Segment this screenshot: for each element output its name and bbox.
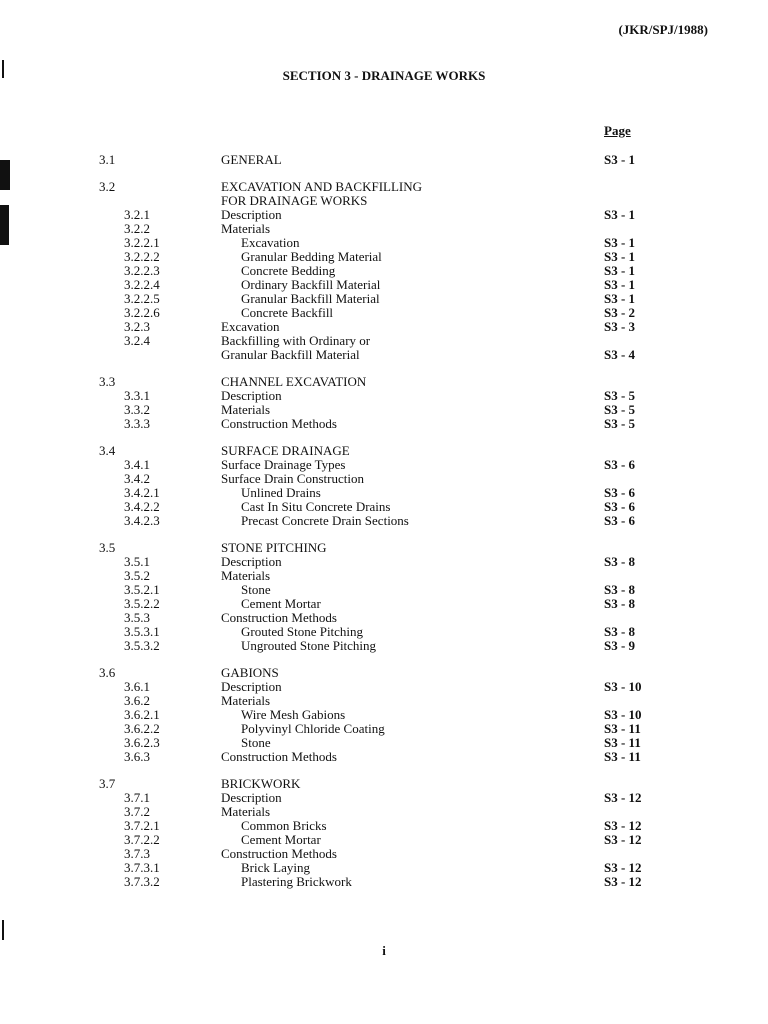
toc-row (0, 791, 768, 805)
toc-page-number: S3 - 1 (604, 235, 636, 250)
toc-title: Cement Mortar (241, 596, 321, 611)
toc-title: Wire Mesh Gabions (241, 707, 346, 722)
toc-title: Brick Laying (241, 860, 310, 875)
toc-row (0, 444, 768, 458)
scan-edge-mark (0, 205, 9, 245)
toc-number: 3.2.2.3 (124, 263, 160, 278)
toc-title: Description (221, 388, 282, 403)
toc-number: 3.4.2.3 (124, 513, 160, 528)
toc-row (0, 847, 768, 861)
toc-row (0, 348, 768, 362)
toc-title: Granular Backfill Material (241, 291, 380, 306)
table-of-contents (0, 148, 768, 889)
toc-title: EXCAVATION AND BACKFILLING (221, 179, 423, 194)
toc-row (0, 875, 768, 889)
toc-title: Common Bricks (241, 818, 327, 833)
toc-number: 3.7.2.2 (124, 832, 160, 847)
toc-row (0, 722, 768, 736)
toc-row (0, 597, 768, 611)
toc-title: Granular Bedding Material (241, 249, 382, 264)
toc-number: 3.6.2.1 (124, 707, 160, 722)
toc-title: Unlined Drains (241, 485, 321, 500)
toc-title: Description (221, 679, 282, 694)
toc-number: 3.2.2 (124, 221, 150, 236)
scan-edge-mark (0, 160, 10, 190)
toc-title: Materials (221, 221, 271, 236)
toc-row (0, 153, 768, 167)
toc-title: SURFACE DRAINAGE (221, 443, 350, 458)
toc-row (0, 750, 768, 764)
toc-row (0, 264, 768, 278)
toc-page-number: S3 - 8 (604, 554, 636, 569)
toc-number: 3.4.1 (124, 457, 150, 472)
toc-title: Precast Concrete Drain Sections (241, 513, 409, 528)
toc-row (0, 569, 768, 583)
toc-row (0, 541, 768, 555)
toc-number: 3.5.3 (124, 610, 150, 625)
toc-row (0, 334, 768, 348)
toc-page-number: S3 - 10 (604, 707, 642, 722)
toc-number: 3.5.2 (124, 568, 150, 583)
toc-row (0, 403, 768, 417)
toc-row (0, 194, 768, 208)
toc-title: Description (221, 790, 282, 805)
toc-title: Ordinary Backfill Material (241, 277, 381, 292)
toc-number: 3.5.1 (124, 554, 150, 569)
toc-title: FOR DRAINAGE WORKS (221, 193, 368, 208)
toc-number: 3.1 (99, 152, 116, 167)
toc-page-number: S3 - 5 (604, 388, 636, 403)
toc-row (0, 278, 768, 292)
document-reference: (JKR/SPJ/1988) (618, 22, 708, 37)
toc-row (0, 694, 768, 708)
toc-row (0, 514, 768, 528)
toc-number: 3.6 (99, 665, 116, 680)
toc-page-number: S3 - 6 (604, 513, 636, 528)
toc-row (0, 236, 768, 250)
toc-number: 3.4.2.2 (124, 499, 160, 514)
toc-page-number: S3 - 3 (604, 319, 636, 334)
toc-page-number: S3 - 11 (604, 721, 641, 736)
toc-number: 3.4 (99, 443, 116, 458)
toc-title: Construction Methods (221, 846, 337, 861)
toc-title: Cast In Situ Concrete Drains (241, 499, 391, 514)
toc-number: 3.7.2 (124, 804, 150, 819)
toc-page-number: S3 - 5 (604, 416, 636, 431)
toc-title: Cement Mortar (241, 832, 321, 847)
scan-edge-mark (2, 920, 4, 940)
toc-page-number: S3 - 5 (604, 402, 636, 417)
toc-number: 3.4.2.1 (124, 485, 160, 500)
toc-page-number: S3 - 1 (604, 249, 636, 264)
toc-title: Grouted Stone Pitching (241, 624, 364, 639)
toc-page-number: S3 - 10 (604, 679, 642, 694)
toc-number: 3.7.1 (124, 790, 150, 805)
toc-row (0, 222, 768, 236)
toc-row (0, 861, 768, 875)
toc-page-number: S3 - 1 (604, 152, 636, 167)
toc-number: 3.6.2 (124, 693, 150, 708)
toc-title: Construction Methods (221, 416, 337, 431)
toc-title: Concrete Backfill (241, 305, 334, 320)
toc-number: 3.2.2.2 (124, 249, 160, 264)
toc-page-number: S3 - 1 (604, 277, 636, 292)
toc-number: 3.2.4 (124, 333, 150, 348)
toc-title: Description (221, 554, 282, 569)
toc-row (0, 611, 768, 625)
toc-title: GENERAL (221, 152, 282, 167)
toc-title: Description (221, 207, 282, 222)
toc-number: 3.3 (99, 374, 116, 389)
toc-number: 3.2.2.4 (124, 277, 160, 292)
toc-page-number: S3 - 9 (604, 638, 636, 653)
toc-number: 3.6.2.2 (124, 721, 160, 736)
toc-row (0, 500, 768, 514)
toc-row (0, 208, 768, 222)
toc-title: Materials (221, 402, 271, 417)
toc-number: 3.5.3.2 (124, 638, 160, 653)
toc-number: 3.2.2.5 (124, 291, 160, 306)
toc-number: 3.7.2.1 (124, 818, 160, 833)
toc-row (0, 680, 768, 694)
toc-page-number: S3 - 11 (604, 749, 641, 764)
toc-title: Stone (241, 735, 271, 750)
toc-row (0, 180, 768, 194)
toc-title: Surface Drainage Types (221, 457, 346, 472)
toc-number: 3.6.1 (124, 679, 150, 694)
section-title: SECTION 3 - DRAINAGE WORKS (282, 68, 486, 83)
toc-page-number: S3 - 12 (604, 790, 642, 805)
toc-page-number: S3 - 2 (604, 305, 636, 320)
toc-row (0, 625, 768, 639)
scan-edge-mark (2, 60, 4, 78)
toc-row (0, 417, 768, 431)
toc-title: Stone (241, 582, 271, 597)
toc-row (0, 306, 768, 320)
toc-page-number: S3 - 6 (604, 499, 636, 514)
toc-number: 3.3.2 (124, 402, 150, 417)
toc-row (0, 736, 768, 750)
toc-title: Excavation (241, 235, 300, 250)
toc-title: Backfilling with Ordinary or (221, 333, 371, 348)
toc-title: Granular Backfill Material (221, 347, 360, 362)
toc-title: Construction Methods (221, 610, 337, 625)
toc-page-number: S3 - 4 (604, 347, 636, 362)
toc-number: 3.6.3 (124, 749, 150, 764)
toc-number: 3.7.3 (124, 846, 150, 861)
toc-page-number: S3 - 1 (604, 263, 636, 278)
toc-page-number: S3 - 6 (604, 485, 636, 500)
toc-page-number: S3 - 12 (604, 860, 642, 875)
toc-number: 3.5.3.1 (124, 624, 160, 639)
toc-number: 3.2.2.1 (124, 235, 160, 250)
page-folio: i (382, 943, 386, 958)
toc-title: GABIONS (221, 665, 279, 680)
toc-page-number: S3 - 8 (604, 596, 636, 611)
toc-number: 3.7.3.2 (124, 874, 160, 889)
toc-row (0, 389, 768, 403)
toc-row (0, 805, 768, 819)
toc-number: 3.2 (99, 179, 116, 194)
toc-page-number: S3 - 8 (604, 582, 636, 597)
toc-title: CHANNEL EXCAVATION (221, 374, 367, 389)
toc-row (0, 486, 768, 500)
toc-page-number: S3 - 12 (604, 832, 642, 847)
toc-title: BRICKWORK (221, 776, 301, 791)
toc-title: Ungrouted Stone Pitching (241, 638, 377, 653)
toc-title: STONE PITCHING (221, 540, 327, 555)
toc-title: Polyvinyl Chloride Coating (241, 721, 385, 736)
toc-title: Excavation (221, 319, 280, 334)
toc-number: 3.5.2.1 (124, 582, 160, 597)
toc-page-number: S3 - 12 (604, 818, 642, 833)
toc-number: 3.3.1 (124, 388, 150, 403)
toc-row (0, 819, 768, 833)
toc-number: 3.6.2.3 (124, 735, 160, 750)
toc-number: 3.3.3 (124, 416, 150, 431)
toc-row (0, 375, 768, 389)
toc-page-number: S3 - 11 (604, 735, 641, 750)
toc-number: 3.2.2.6 (124, 305, 160, 320)
toc-title: Concrete Bedding (241, 263, 336, 278)
toc-page-number: S3 - 6 (604, 457, 636, 472)
toc-title: Plastering Brickwork (241, 874, 352, 889)
toc-row (0, 472, 768, 486)
toc-row (0, 458, 768, 472)
toc-page-number: S3 - 12 (604, 874, 642, 889)
toc-row (0, 292, 768, 306)
toc-number: 3.2.1 (124, 207, 150, 222)
toc-page-number: S3 - 1 (604, 291, 636, 306)
toc-row (0, 833, 768, 847)
toc-row (0, 250, 768, 264)
toc-page-number: S3 - 1 (604, 207, 636, 222)
toc-number: 3.2.3 (124, 319, 150, 334)
toc-title: Surface Drain Construction (221, 471, 364, 486)
toc-title: Materials (221, 804, 271, 819)
toc-row (0, 708, 768, 722)
toc-row (0, 320, 768, 334)
toc-number: 3.5.2.2 (124, 596, 160, 611)
page-column-header: Page (604, 123, 631, 138)
toc-number: 3.7 (99, 776, 116, 791)
toc-title: Materials (221, 568, 271, 583)
toc-title: Materials (221, 693, 271, 708)
toc-page-number: S3 - 8 (604, 624, 636, 639)
toc-number: 3.5 (99, 540, 116, 555)
toc-title: Construction Methods (221, 749, 337, 764)
toc-row (0, 666, 768, 680)
toc-number: 3.7.3.1 (124, 860, 160, 875)
toc-number: 3.4.2 (124, 471, 150, 486)
toc-row (0, 583, 768, 597)
toc-row (0, 555, 768, 569)
toc-row (0, 777, 768, 791)
toc-row (0, 639, 768, 653)
